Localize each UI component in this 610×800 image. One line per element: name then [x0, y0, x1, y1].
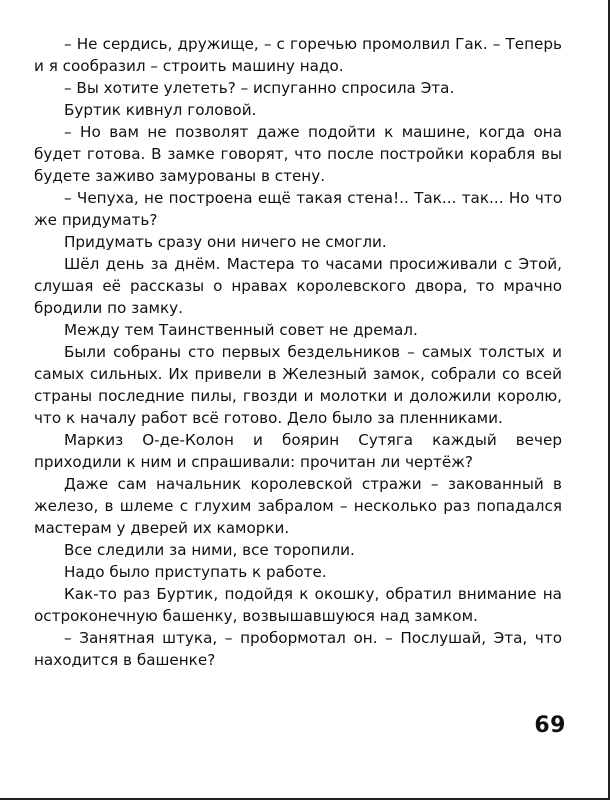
paragraph: – Не сердись, дружище, – с горечью промолвил Гак. – Теперь и я сообразил – строить машину надо.	[34, 35, 562, 75]
paragraph: – Вы хотите улететь? – испуганно спросила Эта.	[64, 79, 455, 97]
paragraph: Маркиз О-де-Колон и боярин Сутяга каждый вечер приходили к ним и спрашивали: прочитан ли чертёж?	[34, 431, 562, 471]
paragraph: Все следили за ними, все торопили.	[64, 541, 355, 559]
paragraph: Надо было приступать к работе.	[64, 563, 327, 581]
paragraph: Даже сам начальник королевской стражи – закованный в железо, в шлеме с глухим забралом – несколько раз попадался мастерам у дверей их каморки.	[34, 475, 562, 537]
page-number: 69	[534, 713, 566, 738]
paragraph: Между тем Таинственный совет не дремал.	[64, 321, 418, 339]
paragraph: Шёл день за днём. Мастера то часами просиживали с Этой, слушая её рассказы о нравах королевского двора, то мрачно бродили по замку.	[34, 255, 562, 317]
paragraph: Были собраны сто первых бездельников – самых толстых и самых сильных. Их привели в Железный замок, собрали со всей страны последние пилы, гвозди и молотки и доложили королю, что к началу работ всё готово. Дело было за пленниками.	[34, 343, 562, 427]
paragraph: – Чепуха, не построена ещё такая стена!.. Так... так... Но что же придумать?	[34, 189, 562, 229]
paragraph: Придумать сразу они ничего не смогли.	[64, 233, 387, 251]
paragraph: – Занятная штука, – пробормотал он. – Послушай, Эта, что находится в башенке?	[34, 629, 562, 669]
paragraph: Как-то раз Буртик, подойдя к окошку, обратил внимание на остроконечную башенку, возвышавшуюся над замком.	[34, 585, 562, 625]
paragraph: Буртик кивнул головой.	[64, 101, 257, 119]
page-text	[34, 33, 562, 671]
paragraph: – Но вам не позволят даже подойти к машине, когда она будет готова. В замке говорят, что после постройки корабля вы будете заживо замурованы в стену.	[34, 123, 562, 185]
